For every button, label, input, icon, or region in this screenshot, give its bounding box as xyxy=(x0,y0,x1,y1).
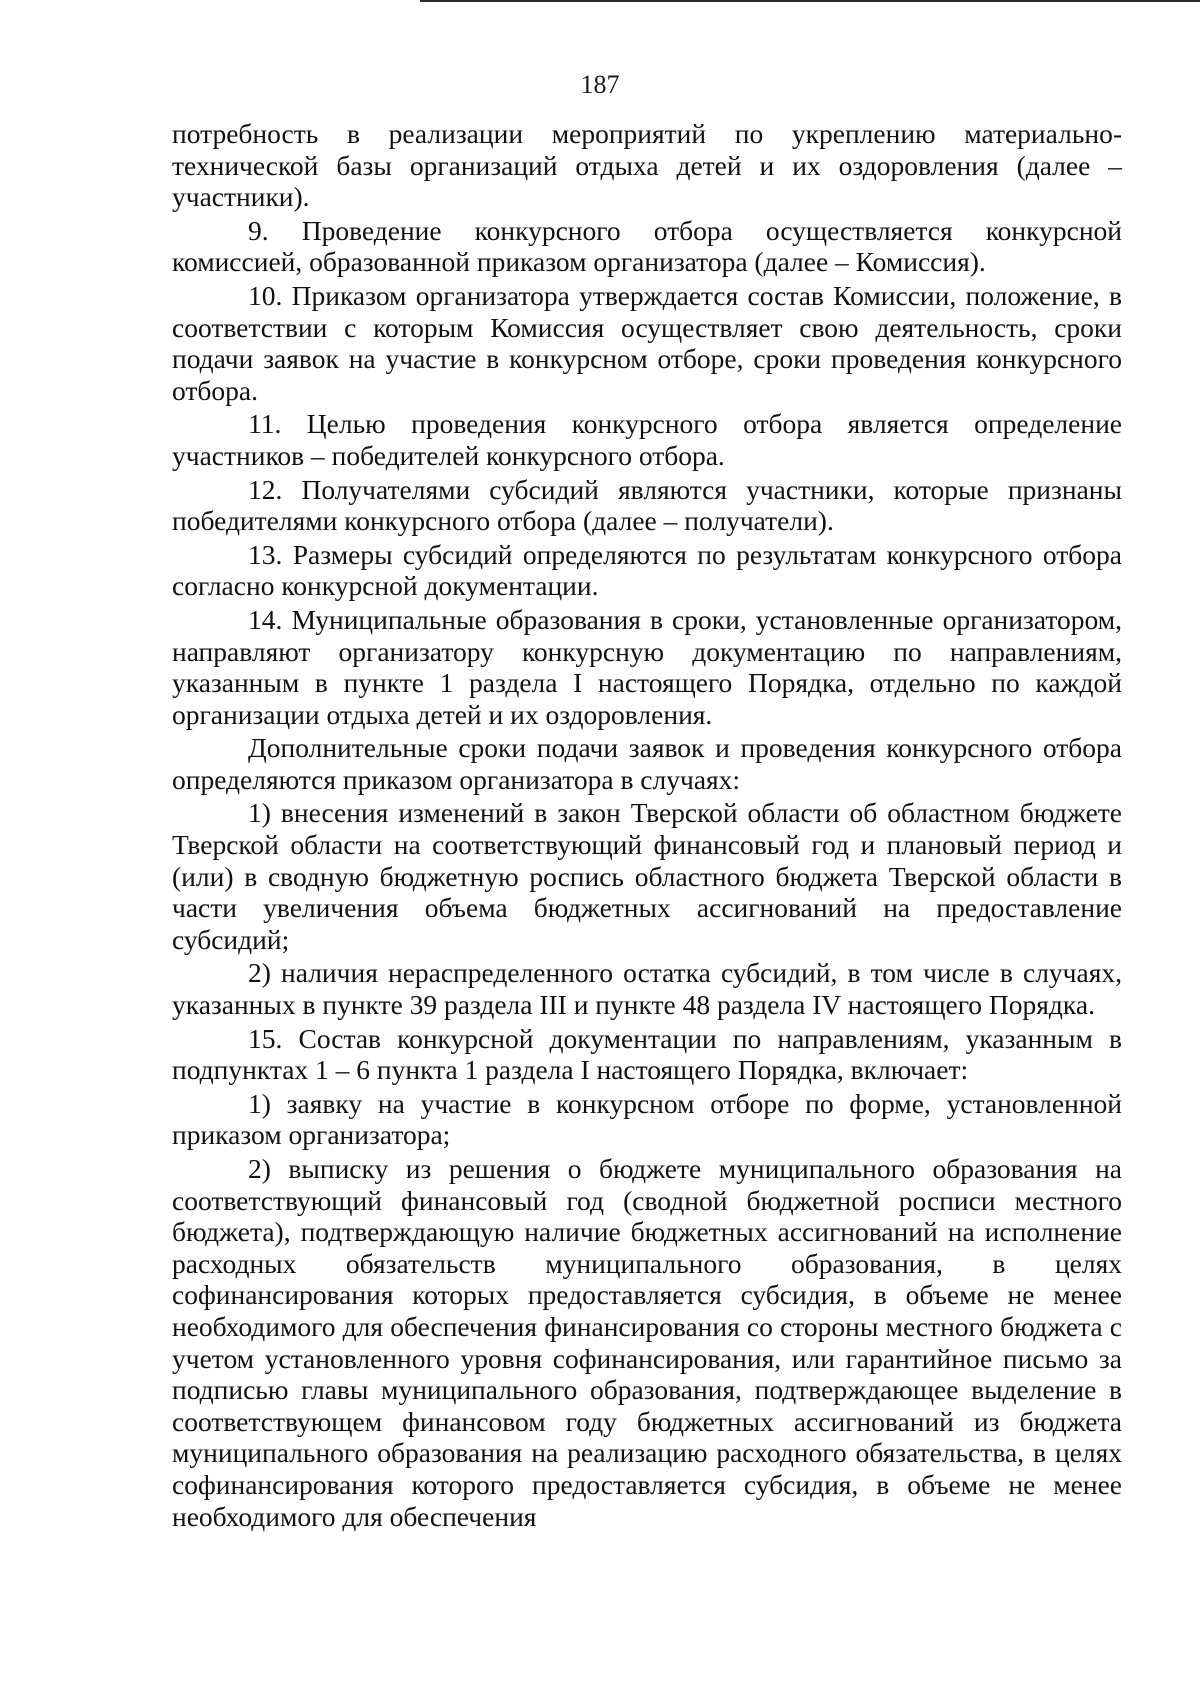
paragraph-13: 13. Размеры субсидий определяются по результатам конкурсного отбора согласно конкурсной документации. xyxy=(172,538,1122,602)
paragraph-additional-deadlines: Дополнительные сроки подачи заявок и проведения конкурсного отбора определяются приказом организатора в случаях: xyxy=(172,732,1122,795)
paragraph-case-2: 2) наличия нераспределенного остатка субсидий, в том числе в случаях, указанных в пункте 39 раздела III и пункте 48 раздела IV настоящего Порядка. xyxy=(172,957,1122,1021)
paragraph-11: 11. Целью проведения конкурсного отбора является определение участников – победителей конкурсного отбора. xyxy=(172,408,1122,471)
paragraph-14: 14. Муниципальные образования в сроки, установленные организатором, направляют организатору конкурсную документацию по направлениям, указанным в пункте 1 раздела I настоящего Порядка, отдельно по каждой организации отдыха детей и их оздоровления. xyxy=(172,603,1122,730)
page-number: 187 xyxy=(580,70,620,99)
paragraph-9: 9. Проведение конкурсного отбора осуществляется конкурсной комиссией, образованной приказом организатора (далее – Комиссия). xyxy=(172,214,1122,278)
paragraph-15-item-1: 1) заявку на участие в конкурсном отборе по форме, установленной приказом организатора; xyxy=(172,1087,1122,1151)
paragraph-10: 10. Приказом организатора утверждается состав Комиссии, положение, в соответствии с которым Комиссия осуществляет свою деятельность, сроки подачи заявок на участие в конкурсном отборе, сроки проведения конкурсного отбора. xyxy=(172,279,1122,406)
paragraph-12: 12. Получателями субсидий являются участники, которые признаны победителями конкурсного отбора (далее – получатели). xyxy=(172,473,1122,537)
paragraph-case-1: 1) внесения изменений в закон Тверской области об областном бюджете Тверской области на соответствующий финансовый год и плановый период и (или) в сводную бюджетную роспись областного бюджета Тверской области в части увеличения объема бюджетных ассигнований на предоставление субсидий; xyxy=(172,797,1122,955)
paragraph-15-item-2: 2) выписку из решения о бюджете муниципального образования на соответствующий финансовый год (сводной бюджетной росписи местного бюджета), подтверждающую наличие бюджетных ассигнований на исполнение расходных обязательств муниципального образования, в целях софинансирования которых предоставляется субсидия, в объеме не менее необходимого для обеспечения финансирования со стороны местного бюджета с учетом установленного уровня софинансирования, или гарантийное письмо за подписью главы муниципального образования, подтверждающее выделение в соответствующем финансовом году бюджетных ассигнований из бюджета муниципального образования на реализацию расходного обязательства, в целях софинансирования которого предоставляется субсидия, в объеме не менее необходимого для обеспечения xyxy=(172,1153,1122,1532)
document-body xyxy=(172,118,1122,1534)
paragraph-15: 15. Состав конкурсной документации по направлениям, указанным в подпунктах 1 – 6 пункта 1 раздела I настоящего Порядка, включает: xyxy=(172,1022,1122,1086)
paragraph-participants: потребность в реализации мероприятий по укреплению материально-технической базы организаций отдыха детей и их оздоровления (далее – участники). xyxy=(172,118,1122,213)
top-border-line xyxy=(420,0,1200,2)
